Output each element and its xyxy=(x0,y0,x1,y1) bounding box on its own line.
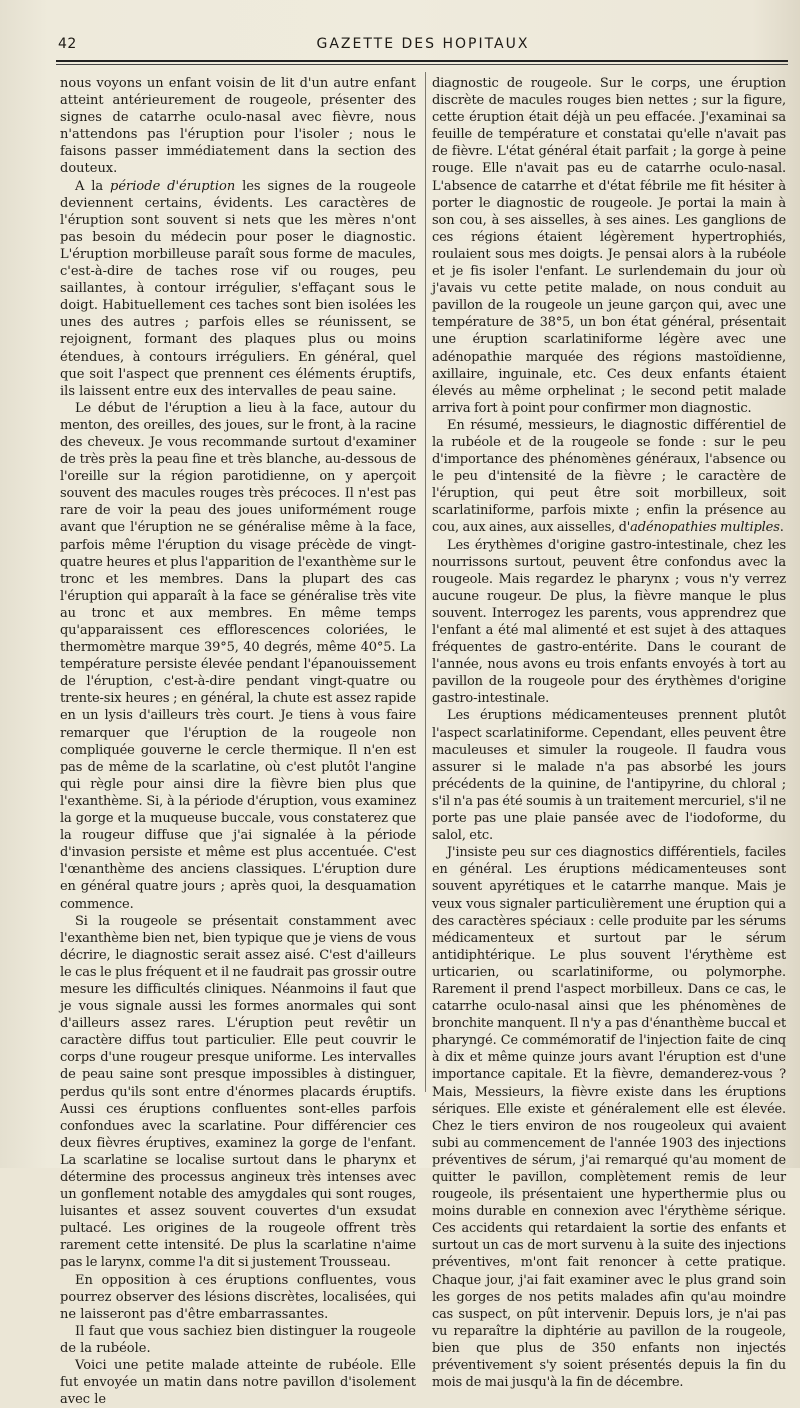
journal-title: GAZETTE DES HOPITAUX xyxy=(316,36,530,52)
paragraph: diagnostic de rougeole. Sur le corps, une éruption discrète de macules rouges bien nettes ; sur la figure, cette éruption était déjà un peu effacée. J'examinai sa feuille de température et constatai qu'elle n'avait pas de fièvre. L'état général était parfait ; la gorge à peine rouge. Elle n'avait pas eu de catarrhe oculo-nasal. L'absence de catarrhe et d'état fébrile me fit hésiter à porter le diagnostic de rougeole. Je portai la main à son cou, à ses aisselles, à ses aines. Les ganglions de ces régions étaient légèrement hypertrophiés, roulaient sous mes doigts. Je pensai alors à la rubéole et je fis isoler l'enfant. Le surlendemain du jour où j'avais vu cette petite malade, on nous conduit au pavillon de la rougeole un jeune garçon qui, avec une température de 38°5, un bon état général, présentait une éruption scarlatiniforme légère avec une adénopathie marquée des régions mastoïdienne, axillaire, inguinale, etc. Ces deux enfants étaient élevés au même orphelinat ; le second petit malade arriva fort à point pour confirmer mon diagnostic. xyxy=(432,76,786,416)
paragraph: A la période d'éruption les signes de la rougeole deviennent certains, évidents. Les caractères de l'éruption sont souvent si nets que les mères n'ont pas besoin du médecin pour poser le diagnostic. L'éruption morbilleuse paraît sous forme de macules, c'est-à-dire de taches rose vif ou rouges, peu saillantes, à contour irrégulier, s'effaçant sous le doigt. Habituellement ces taches sont bien isolées les unes des autres ; parfois elles se réunissent, se rejoignent, formant des plaques plus ou moins étendues, à contours irréguliers. En général, quel que soit l'aspect que prennent ces éléments éruptifs, ils laissent entre eux des intervalles de peau saine. xyxy=(60,178,416,399)
paragraph: Voici une petite malade atteinte de rubéole. Elle fut envoyée un matin dans notre pavillon d'isolement avec le xyxy=(60,1358,416,1408)
paragraph: Il faut que vous sachiez bien distinguer la rougeole de la rubéole. xyxy=(60,1323,416,1356)
column-divider xyxy=(425,72,426,1092)
paragraph: Si la rougeole se présentait constamment avec l'exanthème bien net, bien typique que je viens de vous décrire, le diagnostic serait assez aisé. C'est d'ailleurs le cas le plus fréquent et il ne faudrait pas grossir outre mesure les difficultés cliniques. Néanmoins il faut que je vous signale aussi les formes anormales qui sont d'ailleurs assez rares. L'éruption peut revêtir un caractère diffus tout particulier. Elle peut couvrir le corps d'une rougeur presque uniforme. Les intervalles de peau saine sont presque impossibles à distinguer, perdus qu'ils sont entre d'énormes placards éruptifs. Aussi ces éruptions confluentes sont-elles parfois confondues avec la scarlatine. Pour différencier ces deux fièvres éruptives, examinez la gorge de l'enfant. La scarlatine se localise surtout dans le pharynx et détermine des processus angineux très intenses avec un gonflement notable des amygdales qui sont rouges, luisantes et assez souvent couvertes d'un exsudat pultacé. Les origines de la rougeole offrent très rarement cette intensité. De plus la scarlatine n'aime pas le larynx, comme l'a dit si justement Trousseau. xyxy=(60,913,416,1271)
italic-term: période d'éruption xyxy=(110,178,236,194)
paragraph: Le début de l'éruption a lieu à la face, autour du menton, des oreilles, des joues, sur le front, à la racine des cheveux. Je vous recommande surtout d'examiner de très près la peau fine et très blanche, au-dessous de l'oreille sur la région parotidienne, on y aperçoit souvent des macules rouges très précoces. Il n'est pas rare de voir la peau des joues uniformément rouge avant que l'éruption ne se généralise même à la face, parfois même l'éruption du visage précède de vingt-quatre heures et plus l'apparition de l'exanthème sur le tronc et les membres. Dans la plupart des cas l'éruption qui apparaît à la face se généralise très vite au tronc et aux membres. En même temps qu'apparaissent ces efflorescences coloriées, le thermomètre marque 39°5, 40 degrés, même 40°5. La température persiste élevée pendant l'épanouissement de l'éruption, c'est-à-dire pendant vingt-quatre ou trente-six heures ; en général, la chute est assez rapide en un lysis d'ailleurs très court. Je tiens à vous faire remarquer que l'éruption de la rougeole non compliquée gouverne le cercle thermique. Il n'en est pas de même de la scarlatine, où c'est plutôt l'angine qui règle pour ainsi dire la fièvre bien plus que l'exanthème. Si, à la période d'éruption, vous examinez la gorge et la muqueuse buccale, vous constaterez que la rougeur diffuse que j'ai signalée à la période d'invasion persiste et même est plus accentuée. C'est l'œnanthème des anciens classiques. L'éruption dure en général quatre jours ; après quoi, la desquamation commence. xyxy=(60,400,416,912)
italic-term: adénopathies multiples xyxy=(630,520,780,536)
paragraph: En résumé, messieurs, le diagnostic différentiel de la rubéole et de la rougeole se fonde : sur le peu d'importance des phénomènes généraux, l'absence ou le peu d'intensité de la fièvre ; le caractère de l'éruption, qui peut être soit morbilleux, soit scarlatiniforme, parfois mixte ; enfin la présence au cou, aux aines, aux aisselles, d'adénopathies multiples. xyxy=(432,417,786,536)
left-column xyxy=(60,75,416,1408)
paragraph: nous voyons un enfant voisin de lit d'un autre enfant atteint antérieurement de rougeole, présenter des signes de catarrhe oculo-nasal avec fièvre, nous n'attendons pas l'éruption pour l'isoler ; nous le faisons passer immédiatement dans la section des douteux. xyxy=(60,76,416,177)
header-rule-thin xyxy=(56,64,788,65)
paragraph: En opposition à ces éruptions confluentes, vous pourrez observer des lésions discrètes, localisées, qui ne laisseront pas d'être embarrassantes. xyxy=(60,1272,416,1322)
page-number: 42 xyxy=(58,36,77,52)
page-header xyxy=(58,34,788,56)
right-column xyxy=(432,75,786,1391)
paragraph: Les érythèmes d'origine gastro-intestinale, chez les nourrissons surtout, peuvent être confondus avec la rougeole. Mais regardez le pharynx ; vous n'y verrez aucune rougeur. De plus, la fièvre manque le plus souvent. Interrogez les parents, vous apprendrez que l'enfant a été mal alimenté et est sujet à des attaques fréquentes de gastro-entérite. Dans le courant de l'année, nous avons eu trois enfants envoyés à tort au pavillon de la rougeole pour des érythèmes d'origine gastro-intestinale. xyxy=(432,537,786,707)
paragraph: Les éruptions médicamenteuses prennent plutôt l'aspect scarlatiniforme. Cependant, elles peuvent être maculeuses et simuler la rougeole. Il faudra vous assurer si le malade n'a pas absorbé les jours précédents de la quinine, de l'antipyrine, du chloral ; s'il n'a pas été soumis à un traitement mercuriel, s'il ne porte pas une plaie pansée avec de l'iodoforme, du salol, etc. xyxy=(432,708,786,844)
paragraph: J'insiste peu sur ces diagnostics différentiels, faciles en général. Les éruptions médicamenteuses sont souvent apyrétiques et le catarrhe manque. Mais je veux vous signaler particulièrement une éruption qui a des caractères spéciaux : celle produite par les sérums médicamenteux et surtout par le sérum antidiphtérique. Le plus souvent l'érythème est urticarien, ou scarlatiniforme, ou polymorphe. Rarement il prend l'aspect morbilleux. Dans ce cas, le catarrhe oculo-nasal ainsi que les phénomènes de bronchite manquent. Il n'y a pas d'énanthème buccal et pharyngé. Ce commémoratif de l'injection faite de cinq à dix et même quinze jours avant l'éruption est d'une importance capitale. Et la fièvre, demanderez-vous ? Mais, Messieurs, la fièvre existe dans les éruptions sériques. Elle existe et généralement elle est élevée. Chez le tiers environ de nos rougeoleux qui avaient subi au commencement de l'année 1903 des injections préventives de sérum, j'ai remarqué qu'au moment de quitter le pavillon, complètement remis de leur rougeole, ils présentaient une hyperthermie plus ou moins durable en connexion avec l'érythème sérique. Ces accidents qui retardaient la sortie des enfants et surtout un cas de mort survenu à la suite des injections préventives, m'ont fait renoncer à cette pratique. Chaque jour, j'ai fait examiner avec le plus grand soin les gorges de nos petits malades afin qu'au moindre cas suspect, on pût intervenir. Depuis lors, je n'ai pas vu reparaître la diphtérie au pavillon de la rougeole, bien que plus de 350 enfants non injectés préventivement s'y soient présentés depuis la fin du mois de mai jusqu'à la fin de décembre. xyxy=(432,845,786,1391)
header-rule-thick xyxy=(56,60,788,62)
